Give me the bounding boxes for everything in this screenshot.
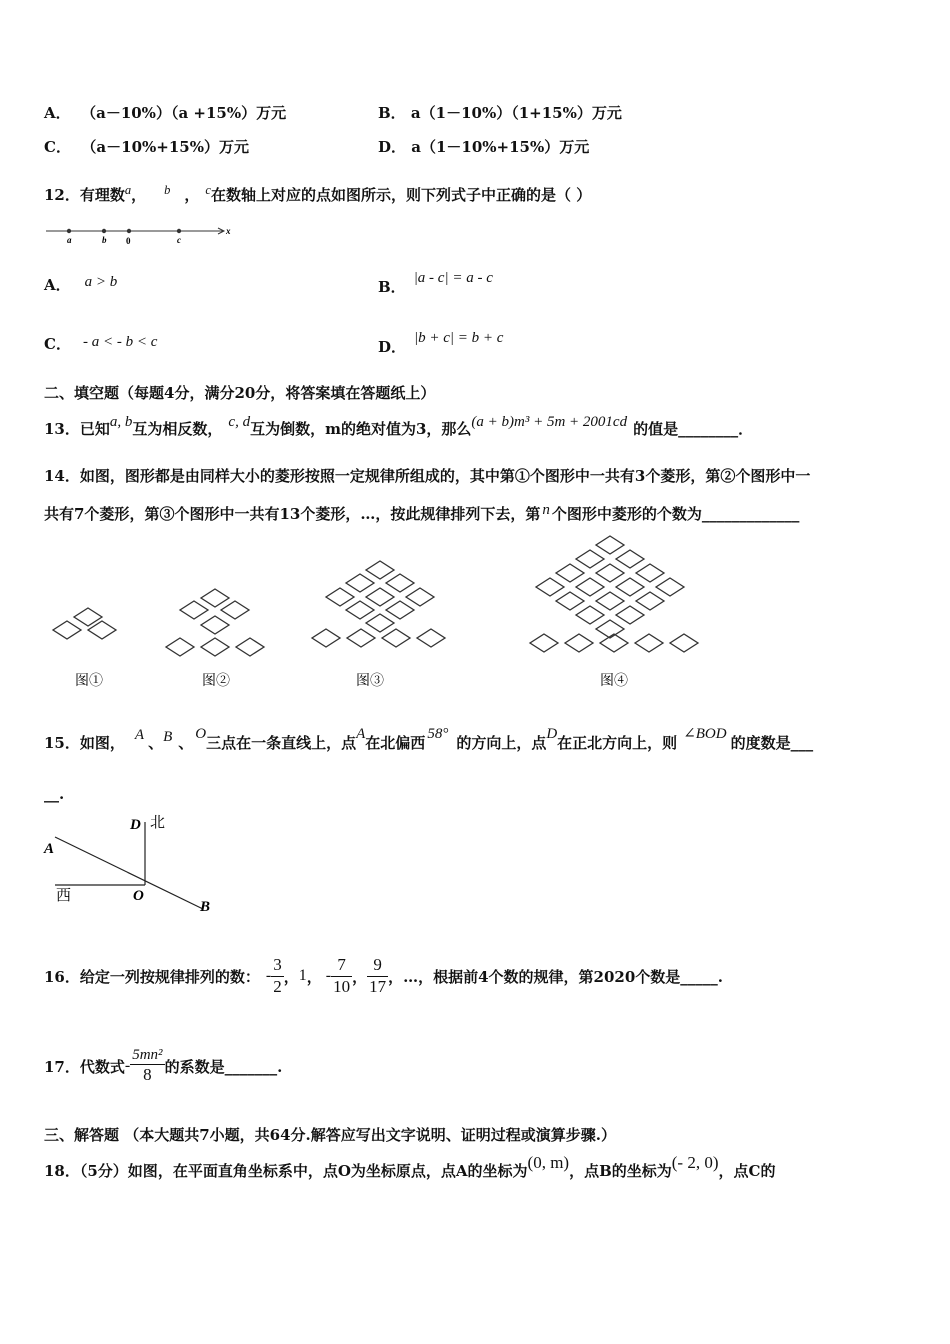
q15-direction-figure — [40, 808, 230, 920]
axis-label-b: b — [102, 235, 107, 245]
point-zero — [127, 229, 131, 233]
fig-label-o: O — [133, 888, 144, 904]
q16: 16． 给定一列按规律排列的数： - $\frac{3}{2}$ ， 1 ， - $\frac{7}{10}$ ， $\frac{9}{17}$ ，…，根据前4个数的规律，第2020个数是_____. — [44, 955, 724, 996]
figure-4 — [530, 536, 698, 652]
figure-2 — [166, 589, 264, 656]
q14-line-1: 14．如图，图形都是由同样大小的菱形按照一定规律所组成的，其中第①个图形中一共有3个菱形，第②个图形中一 — [44, 467, 811, 485]
caption-figure-3: 图③ — [356, 674, 384, 689]
axis-label-a: a — [67, 235, 72, 245]
caption-figure-1: 图① — [75, 674, 103, 689]
q12-option-b: B． |a - c| = a - c — [378, 270, 493, 296]
q11-option-d: D． a（1－10%+15%）万元 — [378, 138, 590, 156]
point-a — [67, 229, 71, 233]
q18: 18．（5分）如图，在平面直角坐标系中，点O为坐标原点，点A的坐标为(0, m)，点B的坐标为(- 2, 0)，点C的 — [44, 1153, 776, 1180]
q14-line-2: 共有7个菱形，第③个图形中一共有13个菱形，…，按此规律排列下去，第 n 个图形中菱形的个数为_____________ — [44, 502, 800, 523]
q11-option-c: C． （a－10%+15%）万元 — [44, 138, 249, 156]
fig-label-d: D — [130, 817, 141, 833]
axis-label-zero: 0 — [126, 236, 131, 246]
section-fill-in-title: 二、填空题（每题4分，满分20分，将答案填在答题纸上） — [44, 384, 436, 402]
fig-label-north: 北 — [150, 815, 166, 831]
fraction-neg-7-10: $\frac{7}{10}$ — [333, 955, 351, 996]
fraction-5mn2-8: $\frac{\text{5mn²}}{8}$ — [132, 1047, 163, 1085]
axis-label-c: c — [177, 235, 181, 245]
fig-label-a: A — [44, 841, 55, 857]
q12-option-c: C． - a < - b < c — [44, 334, 158, 353]
point-b — [102, 229, 106, 233]
q13: 13．已知a, b互为相反数， c, d互为倒数，m的绝对值为3，那么(a + b)m³ + 5m + 2001cd 的值是________． — [44, 414, 754, 438]
q15-line-1: 15．如图， A 、B 、 O三点在一条直线上，点A在北偏西 58° 的方向上，点D在正北方向上，则 ∠BOD 的度数是___ — [44, 726, 814, 752]
q14-rhombus-figures — [30, 530, 730, 695]
q17: 17． 代数式 - $\frac{\text{5mn²}}{8}$ 的系数是_______. — [44, 1047, 283, 1085]
q12-option-d: D． |b + c| = b + c — [378, 330, 504, 356]
caption-figure-4: 图④ — [600, 674, 628, 689]
figure-1 — [53, 608, 116, 639]
point-c — [177, 229, 181, 233]
fraction-neg-3-2: $\frac{3}{2}$ — [273, 955, 282, 996]
q15-line-2: __. — [44, 785, 65, 803]
fig-label-b: B — [200, 899, 211, 915]
figure-3 — [312, 561, 445, 647]
section-solution-title: 三、解答题 （本大题共7小题，共64分.解答应写出文字说明、证明过程或演算步骤.） — [44, 1126, 616, 1144]
caption-figure-2: 图② — [202, 674, 230, 689]
fig-label-west: 西 — [56, 888, 72, 904]
q11-option-b: B． a（1－10%）（1+15%）万元 — [378, 104, 622, 122]
axis-label-x: x — [226, 226, 231, 236]
fraction-9-17: $\frac{9}{17}$ — [369, 955, 387, 996]
q12-number-line — [44, 222, 244, 246]
q12-stem: 12．有理数$^a$， $^b$ ， $^c$在数轴上对应的点如图所示，则下列式子中正确的是（ ） — [44, 183, 592, 204]
q12-option-a: A． a > b — [44, 274, 118, 294]
q11-option-a: A． （a－10%）（a +15%）万元 — [44, 104, 287, 122]
